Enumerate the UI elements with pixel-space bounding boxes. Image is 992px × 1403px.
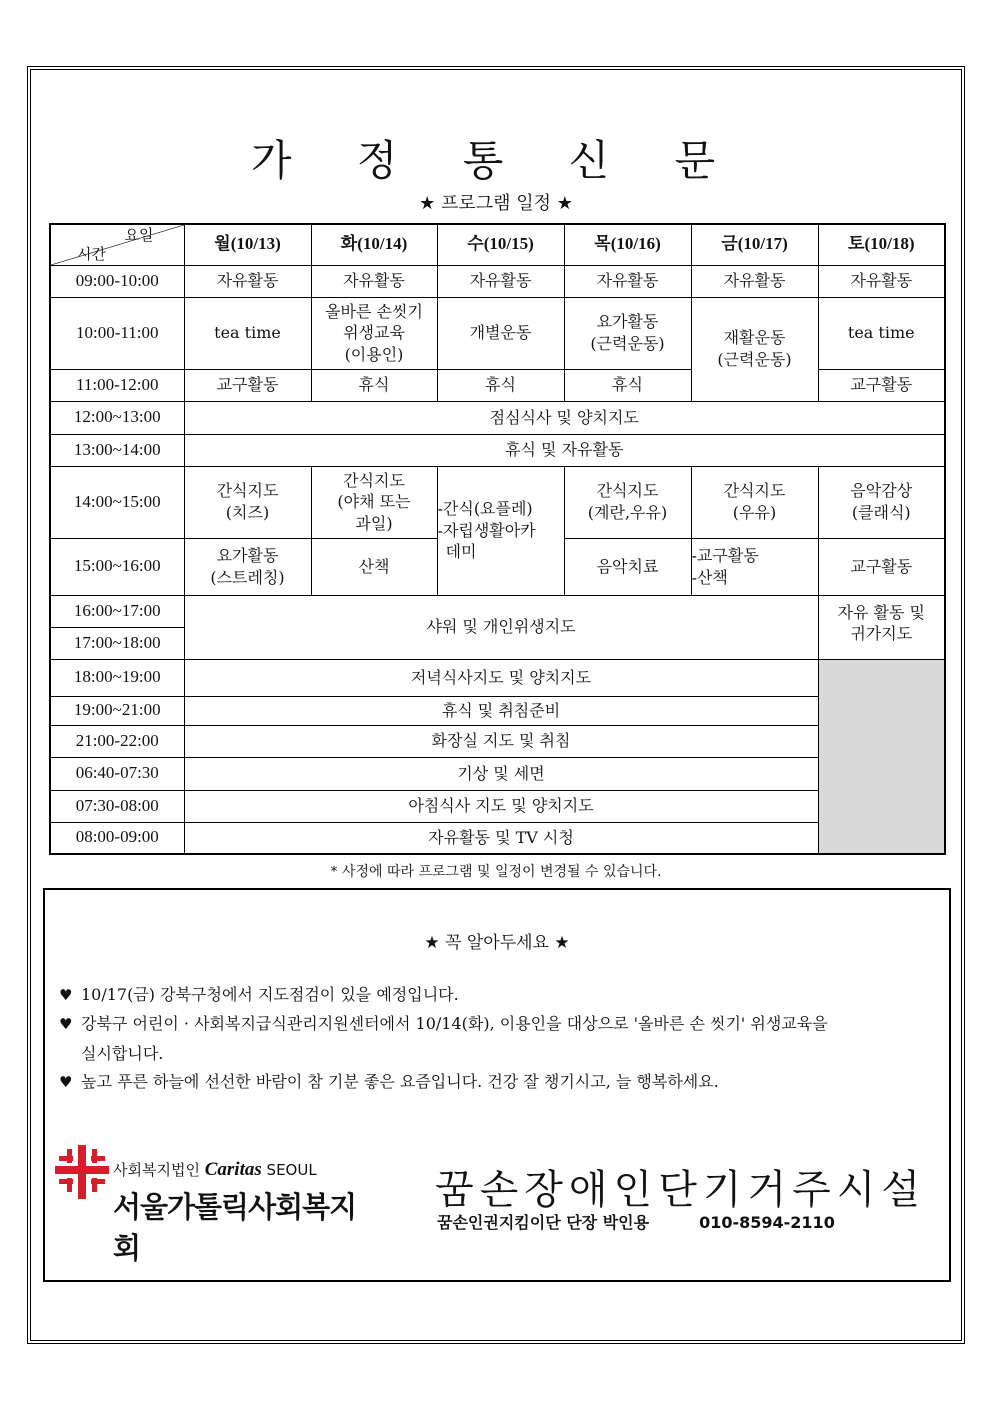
heart-icon: ♥ [59,1073,73,1091]
schedule-cell [564,297,691,369]
schedule-cell: 휴식 [311,369,437,401]
table-row [50,265,945,297]
time-cell: 11:00-12:00 [50,369,184,401]
cell-line: (치즈) [225,503,270,522]
schedule-cell: 화장실 지도 및 취침 [184,725,818,757]
cell-line: -자립생활아카 [437,520,536,540]
cell-line: 위생교육 [343,323,405,343]
notice-text: 높고 푸른 하늘에 선선한 바람이 참 기분 좋은 요즘입니다. 건강 잘 챙기시고, 늘 행복하세요. [81,1072,719,1091]
schedule-cell: 교구활동 [818,369,945,401]
cell-line: 간식지도 [723,481,786,501]
table-row [50,659,945,696]
table-row [50,725,945,757]
time-cell: 09:00-10:00 [50,265,184,297]
table-row [50,434,945,466]
time-cell: 19:00~21:00 [50,696,184,725]
notice-item [59,1009,828,1068]
schedule-note: * 사정에 따라 프로그램 및 일정이 변경될 수 있습니다. [330,864,662,880]
notice-text-continued: 실시합니다. [81,1044,164,1063]
cell-line: -교구활동 [691,545,759,565]
caritas-logo [55,1145,375,1265]
table-row [50,595,945,627]
schedule-cell [184,466,311,538]
day-header: 목(10/16) [564,224,691,265]
time-cell: 06:40-07:30 [50,757,184,790]
time-cell: 17:00~18:00 [50,627,184,659]
schedule-cell [818,466,945,538]
cell-line: -간식(요플레) [437,499,533,519]
schedule-subtitle: ★ 프로그램 일정 ★ [419,193,573,214]
schedule-cell [691,538,818,595]
table-row [50,696,945,725]
schedule-cell: 개별운동 [437,297,564,369]
schedule-cell [311,466,437,538]
schedule-cell [818,595,945,659]
schedule-cell: 저녁식사지도 및 양치지도 [184,659,818,696]
day-header: 화(10/14) [311,224,437,265]
schedule-cell: 아침식사 지도 및 양치지도 [184,790,818,822]
table-row [50,790,945,822]
table-row [50,757,945,790]
day-header: 월(10/13) [184,224,311,265]
schedule-cell: tea time [184,297,311,369]
day-label: 요일 [124,226,154,244]
notice-title: ★ 꼭 알아두세요 ★ [424,933,570,953]
table-row [50,401,945,434]
header-corner [50,224,184,265]
time-cell: 07:30-08:00 [50,790,184,822]
time-cell: 10:00-11:00 [50,297,184,369]
cell-line: 과일) [355,513,393,533]
cell-line: (근력운동) [590,334,665,353]
time-cell: 15:00~16:00 [50,538,184,595]
day-header: 토(10/18) [818,224,945,265]
header-row [50,224,945,265]
time-cell: 13:00~14:00 [50,434,184,466]
notice-text: 10/17(금) 강북구청에서 지도점검이 있을 예정입니다. [81,985,459,1004]
time-cell: 18:00~19:00 [50,659,184,696]
cell-line: 올바른 손씻기 [325,301,423,321]
page-title: 가 정 통 신 문 [250,136,742,185]
schedule-cell: 자유활동 [818,265,945,297]
schedule-cell: 자유활동 [184,265,311,297]
cell-line: 데미 [445,542,477,562]
cell-line: 음악감상 [850,481,913,501]
schedule-cell: 휴식 및 자유활동 [184,434,945,466]
notice-item [59,1067,719,1097]
cell-line: 자유 활동 및 [837,602,925,622]
schedule-cell: 자유활동 및 TV 시청 [184,822,818,854]
time-cell: 08:00-09:00 [50,822,184,854]
schedule-cell: 샤워 및 개인위생지도 [184,595,818,659]
day-header: 금(10/17) [691,224,818,265]
notice-box [43,888,951,1282]
schedule-cell [691,466,818,538]
schedule-cell: 자유활동 [564,265,691,297]
logo-prefix: 사회복지법인 [113,1161,200,1179]
cell-line: 요가활동 [216,545,279,565]
cell-line: (이용인) [344,344,404,364]
schedule-cell: 교구활동 [818,538,945,595]
schedule-cell [564,466,691,538]
contact-phone: 010-8594-2110 [699,1213,835,1232]
logo-suffix: SEOUL [266,1161,317,1179]
cell-line: (근력운동) [717,350,792,369]
time-cell: 16:00~17:00 [50,595,184,627]
cell-line: -산책 [691,567,728,587]
heart-icon: ♥ [59,1015,73,1033]
cell-line: 재활운동 [723,328,786,348]
schedule-cell [691,297,818,401]
time-cell: 21:00-22:00 [50,725,184,757]
schedule-cell: 휴식 [564,369,691,401]
contact-name: 꿈손인권지킴이단 단장 박인용 [437,1213,650,1232]
schedule-cell: 산책 [311,538,437,595]
cell-line: 귀가지도 [850,624,913,644]
gray-cell [818,659,945,854]
schedule-cell: 기상 및 세면 [184,757,818,790]
cell-line: 요가활동 [596,312,659,332]
cell-line: (스트레칭) [210,567,285,587]
time-label: 시간 [77,245,106,264]
schedule-cell: 자유활동 [437,265,564,297]
cell-line: (계란,우유) [587,503,668,522]
schedule-cell: 휴식 [437,369,564,401]
logo-brand: Caritas [204,1159,262,1180]
cell-line: 간식지도 [596,481,659,501]
contact-line [437,1210,835,1233]
schedule-cell: 자유활동 [691,265,818,297]
schedule-cell: 자유활동 [311,265,437,297]
schedule-cell [311,297,437,369]
schedule-cell: 음악치료 [564,538,691,595]
heart-icon: ♥ [59,986,73,1004]
facility-name: 꿈손장애인단기거주시설 [435,1167,927,1213]
schedule-table [49,223,946,855]
cell-line: 간식지도 [216,481,279,501]
logo-org-name: 서울가톨릭사회복지회 [113,1190,357,1265]
schedule-cell: 휴식 및 취침준비 [184,696,818,725]
notice-text: 강북구 어린이 · 사회복지급식관리지원센터에서 10/14(화), 이용인을 대상으로 '올바른 손 씻기' 위생교육을 [81,1014,828,1033]
notice-item [59,980,459,1010]
schedule-cell: tea time [818,297,945,369]
schedule-cell: 점심식사 및 양치지도 [184,401,945,434]
schedule-cell: 교구활동 [184,369,311,401]
cell-line: 간식지도 [343,470,405,490]
time-cell: 14:00~15:00 [50,466,184,538]
day-header: 수(10/15) [437,224,564,265]
table-row [50,297,945,369]
schedule-cell [437,466,564,595]
logo-subtitle [113,1159,317,1181]
table-row [50,822,945,854]
cell-line: (클래식) [851,503,911,522]
schedule-cell [184,538,311,595]
cell-line: (우유) [732,503,777,522]
caritas-cross-icon [55,1145,109,1199]
table-row [50,466,945,538]
cell-line: (야채 또는 [337,492,411,512]
time-cell: 12:00~13:00 [50,401,184,434]
